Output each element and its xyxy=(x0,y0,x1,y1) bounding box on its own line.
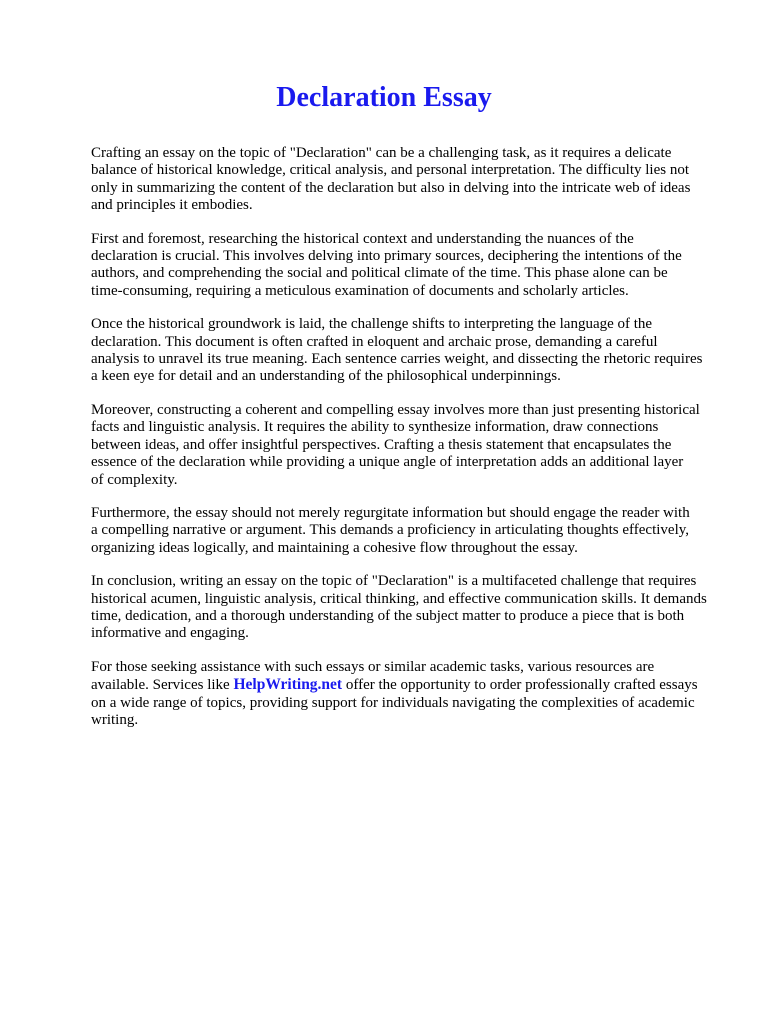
paragraph-research: First and foremost, researching the historical context and understanding the nuances of the declaration is crucial. This involves delving into primary sources, deciphering the intentions of the authors, and comprehending the social and political climate of the time. This phase alone can be time-consuming, requiring a meticulous examination of documents and scholarly articles. xyxy=(91,230,682,299)
resources-text-before-link: For those seeking assistance with such essays or similar academic tasks, various resources are available. Services like xyxy=(91,658,655,694)
page-title: Declaration Essay xyxy=(276,82,492,113)
resources-text-after-link: offer the opportunity to order professionally crafted essays on a wide range of topics, providing support for individuals navigating the complexities of academic writing. xyxy=(91,677,698,728)
paragraph-interpretation: Once the historical groundwork is laid, the challenge shifts to interpreting the language of the declaration. This document is often crafted in eloquent and archaic prose, demanding a careful analysis to unravel its true meaning. Each sentence carries weight, and dissecting the rhetoric requires a keen eye for detail and an understanding of the philosophical underpinnings. xyxy=(91,316,703,385)
paragraph-construction: Moreover, constructing a coherent and compelling essay involves more than just presenting historical facts and linguistic analysis. It requires the ability to synthesize information, draw connections between ideas, and offer insightful perspectives. Crafting a thesis statement that encapsulates the essence of the declaration while providing a unique angle of interpretation adds an additional layer of complexity. xyxy=(91,401,700,488)
paragraph-narrative: Furthermore, the essay should not merely regurgitate information but should engage the reader with a compelling narrative or argument. This demands a proficiency in articulating thoughts effectively, organizing ideas logically, and maintaining a cohesive flow throughout the essay. xyxy=(91,504,690,556)
paragraph-intro: Crafting an essay on the topic of "Declaration" can be a challenging task, as it requires a delicate balance of historical knowledge, critical analysis, and personal interpretation. The difficulty lies not only in summarizing the content of the declaration but also in delving into the intricate web of ideas and principles it embodies. xyxy=(91,145,691,214)
paragraph-resources xyxy=(91,659,731,730)
paragraph-conclusion: In conclusion, writing an essay on the topic of "Declaration" is a multifaceted challenge that requires historical acumen, linguistic analysis, critical thinking, and effective communication skills. It demands time, dedication, and a thorough understanding of the subject matter to produce a piece that is both informative and engaging. xyxy=(91,573,707,642)
helpwriting-link[interactable]: HelpWriting.net xyxy=(233,676,343,694)
essay-body xyxy=(91,145,731,745)
